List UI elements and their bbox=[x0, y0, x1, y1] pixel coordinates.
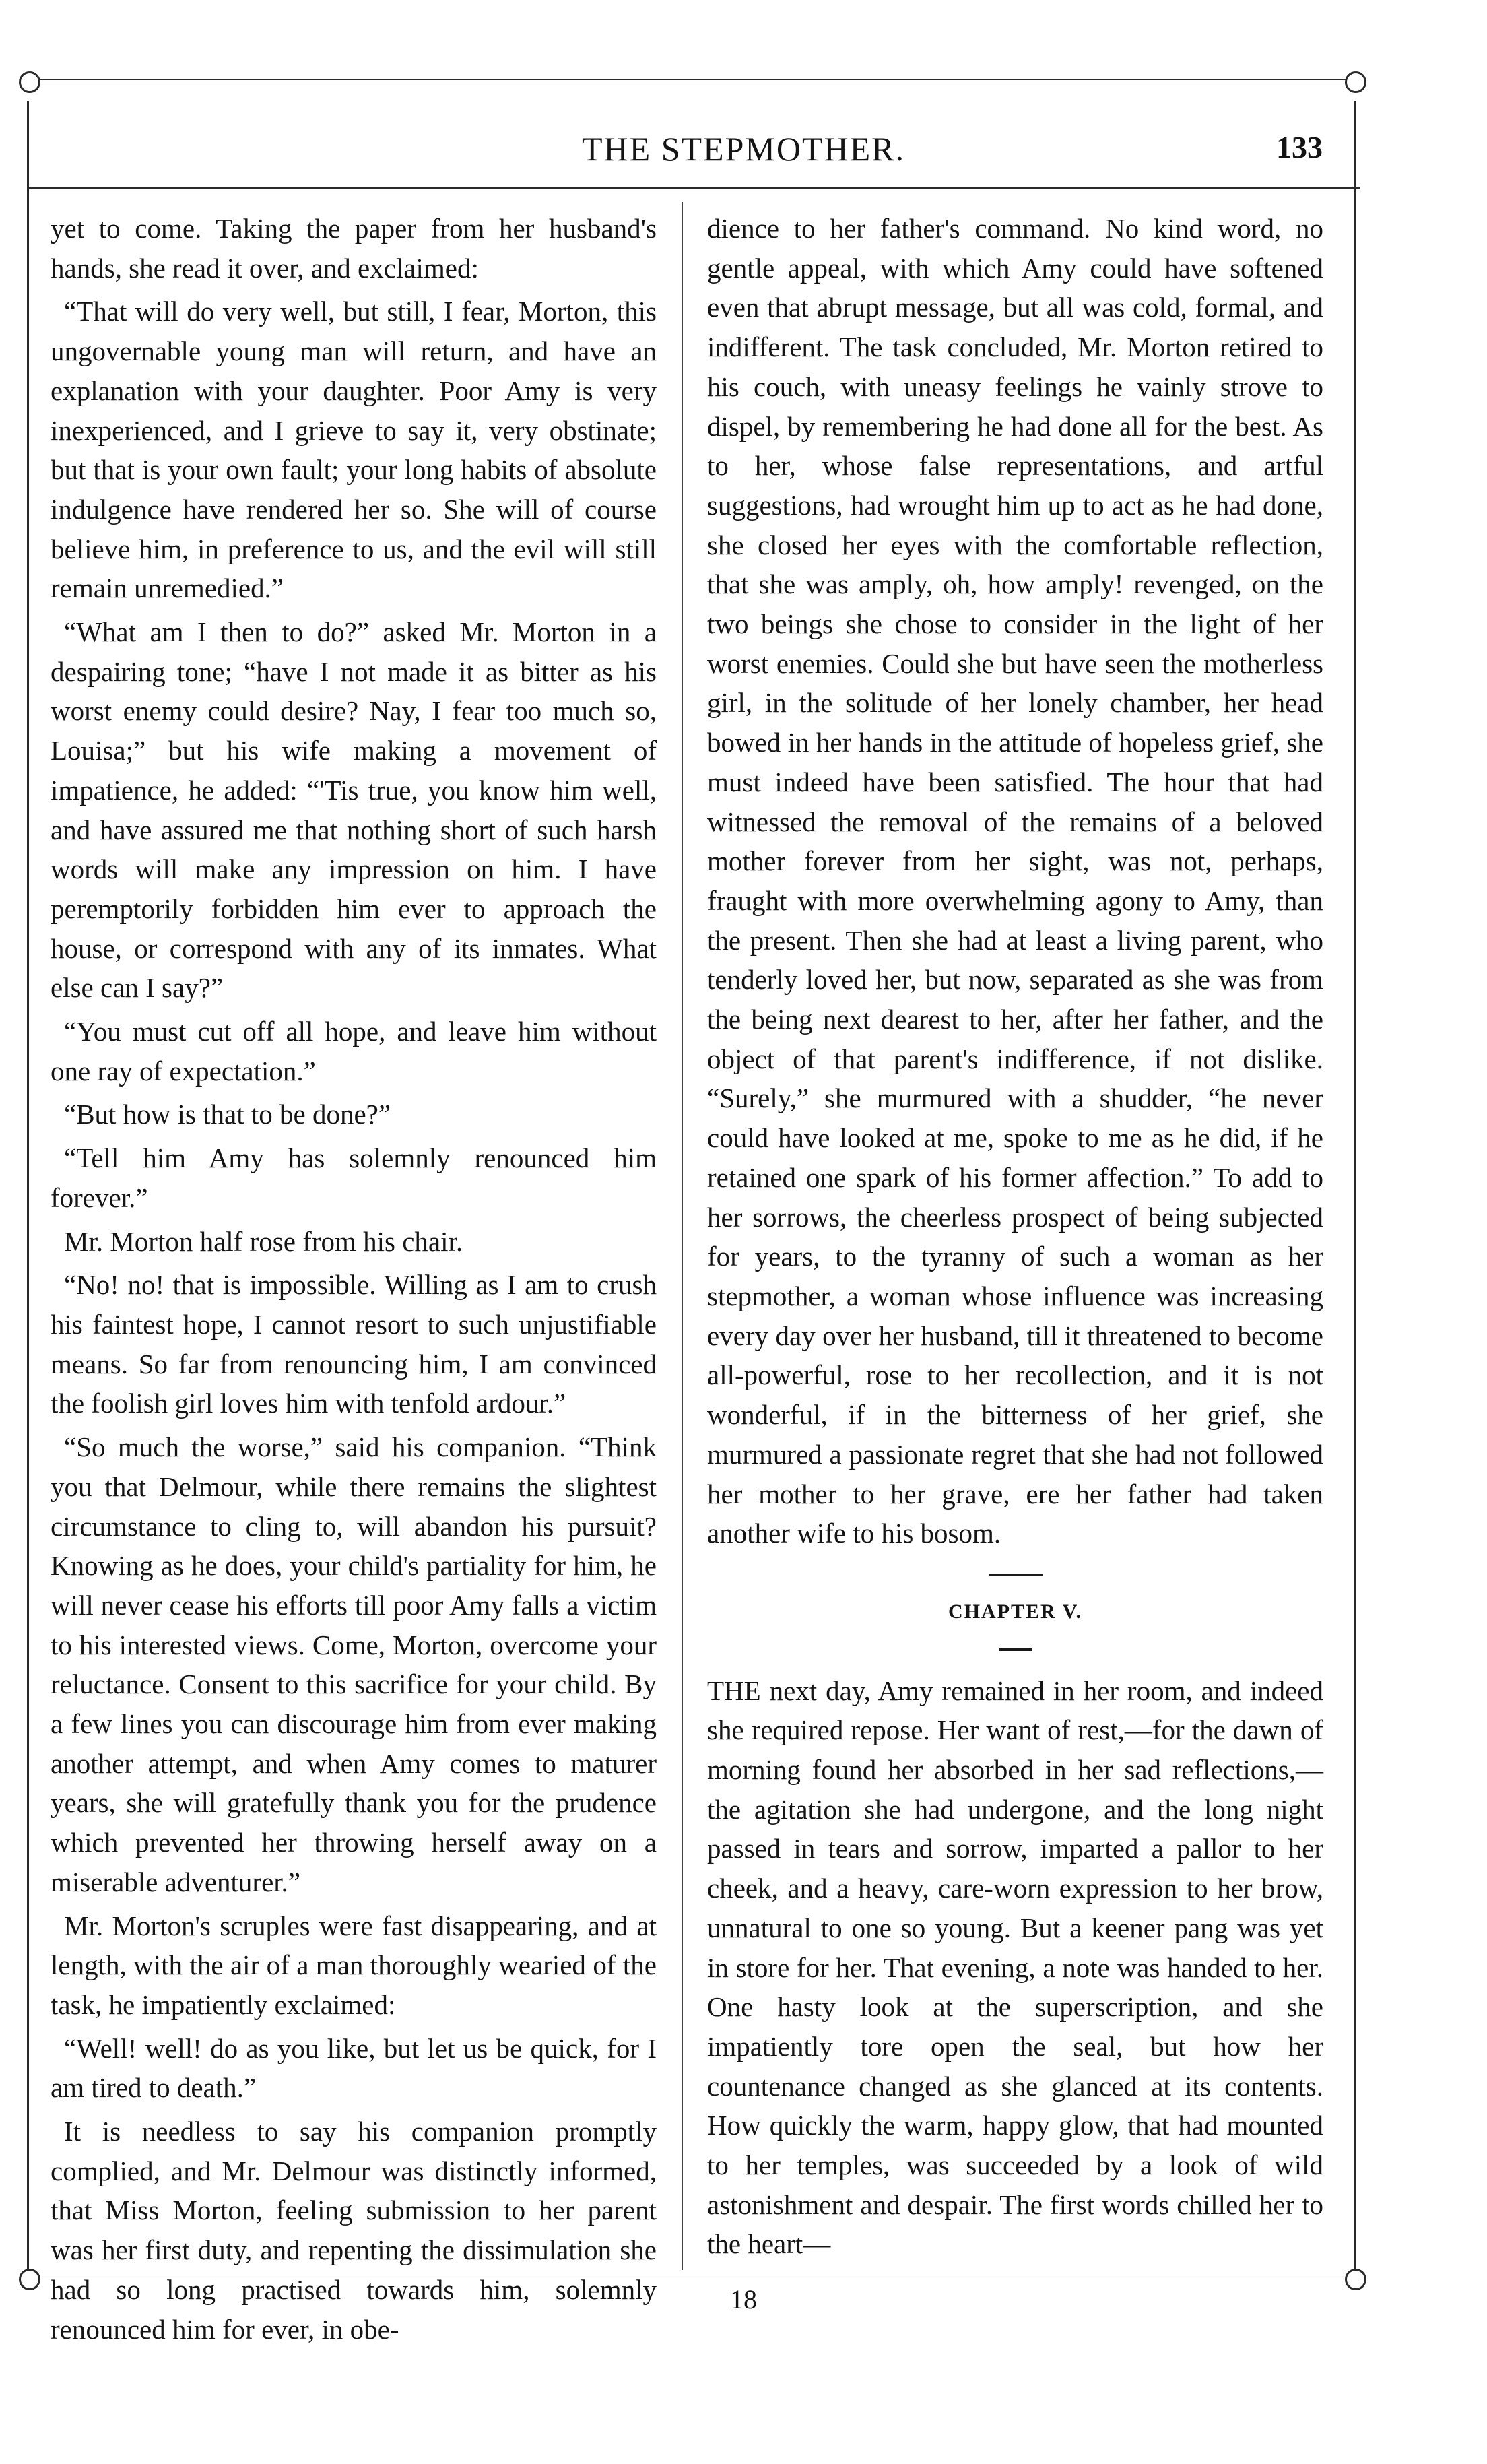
paragraph: It is needless to say his companion promptly complied, and Mr. Delmour was distinctly informed, that Miss Morton, feeling submission to her parent was her first duty, and repenting the dissimulation she had so long practised towards him, solemnly renounced him for ever, in obe- bbox=[51, 2116, 657, 2345]
paragraph: Mr. Morton half rose from his chair. bbox=[64, 1225, 463, 1257]
corner-ornament-top-left bbox=[19, 71, 40, 93]
paragraph: “What am I then to do?” asked Mr. Morton in a despairing tone; “have I not made it as bitter as his worst enemy could desire? Nay, I fear too much so, Louisa;” but his wife making a movement of impatience, he added: “'Tis true, you know him well, and have assured me that nothing short of such harsh words will make any impression on him. I have peremptorily forbidden him ever to approach the house, or correspond with any of its inmates. What else can I say?” bbox=[51, 616, 657, 1004]
paragraph: yet to come. Taking the paper from her husband's hands, she read it over, and exclaimed: bbox=[51, 213, 657, 284]
top-border bbox=[27, 79, 1360, 82]
paragraph: THE next day, Amy remained in her room, and indeed she required repose. Her want of rest,—for the dawn of morning found her absorbed in her sad reflections,—the agitation she had undergone, and the long night passed in tears and sorrow, imparted a pallor to her cheek, and a heavy, care-worn expression to her brow, unnatural to one so young. But a keener pang was yet in store for her. That evening, a note was handed to her. One hasty look at the superscription, and she impatiently tore open the seal, but how her countenance changed as she glanced at its contents. How quickly the warm, happy glow, that had mounted to her temples, was succeeded by a look of wild astonishment and despair. The first words chilled her to the heart— bbox=[707, 1675, 1323, 2260]
corner-ornament-top-right bbox=[1345, 71, 1366, 93]
paragraph: “So much the worse,” said his companion. “Think you that Delmour, while there remains the slightest circumstance to cling to, will abandon his pursuit? Knowing as he does, your child's partiality for him, he will never cease his efforts till poor Amy falls a victim to his interested views. Come, Morton, overcome your reluctance. Consent to this sacrifice for your child. By a few lines you can discourage him from ever making another attempt, and when Amy comes to maturer years, she will gratefully thank you for the prudence which prevented her throwing herself away on a miserable adventurer.” bbox=[51, 1431, 657, 1898]
left-column bbox=[51, 209, 657, 2353]
chapter-divider bbox=[999, 1648, 1032, 1651]
header-rule bbox=[27, 187, 1360, 189]
paragraph: “That will do very well, but still, I fear, Morton, this ungovernable young man will return, and have an explanation with your daughter. Poor Amy is very inexperienced, and I grieve to say it, very obstinate; but that is your own fault; your long habits of absolute indulgence have rendered her so. She will of course believe him, in preference to us, and the evil will still remain unremedied.” bbox=[51, 296, 657, 604]
signature-mark: 18 bbox=[730, 2284, 757, 2314]
right-column bbox=[707, 209, 1323, 2268]
chapter-divider bbox=[989, 1574, 1043, 1576]
paragraph: “No! no! that is impossible. Willing as I am to crush his faintest hope, I cannot resort to such unjustifiable means. So far from renouncing him, I am convinced the foolish girl loves him with tenfold ardour.” bbox=[51, 1269, 657, 1419]
paragraph: dience to her father's command. No kind word, no gentle appeal, with which Amy could have softened even that abrupt message, but all was cold, formal, and indifferent. The task concluded, Mr. Morton retired to his couch, with uneasy feelings he vainly strove to dispel, by remembering he had done all for the best. As to her, whose false representations, and artful suggestions, had wrought him up to act as he had done, she closed her eyes with the comfortable reflection, that she was amply, oh, how amply! revenged, on the two beings she chose to consider in the light of her worst enemies. Could she but have seen the motherless girl, in the solitude of her lonely chamber, her head bowed in her hands in the attitude of hopeless grief, she must indeed have been satisfied. The hour that had witnessed the removal of the remains of a beloved mother forever from her sight, was not, perhaps, fraught with more overwhelming agony to Amy, than the present. Then she had at least a living parent, who tenderly loved her, but now, separated as she was from the being next dearest to her, after her father, and the object of that parent's indifference, if not dislike. “Surely,” she murmured with a shudder, “he never could have looked at me, spoke to me as he did, if he retained one spark of his former affection.” To add to her sorrows, the cheerless prospect of being subjected for years, to the tyranny of such a woman as her stepmother, a woman whose influence was increasing every day over her husband, till it threatened to become all-powerful, rose to her recollection, and it is not wonderful, if in the bitterness of her grief, she murmured a passionate regret that she had not followed her mother to her grave, ere her father had taken another wife to his bosom. bbox=[707, 213, 1323, 1549]
paragraph: “Well! well! do as you like, but let us be quick, for I am tired to death.” bbox=[51, 2032, 657, 2104]
paragraph: “You must cut off all hope, and leave him without one ray of expectation.” bbox=[51, 1016, 657, 1087]
running-head-title: THE STEPMOTHER. bbox=[582, 130, 905, 168]
left-border bbox=[27, 101, 29, 2277]
column-divider bbox=[682, 202, 683, 2270]
paragraph: “But how is that to be done?” bbox=[64, 1099, 391, 1130]
paragraph: “Tell him Amy has solemnly renounced him forever.” bbox=[51, 1142, 657, 1213]
right-border bbox=[1354, 101, 1356, 2277]
page-number: 133 bbox=[1276, 130, 1323, 164]
chapter-heading: CHAPTER V. bbox=[948, 1600, 1082, 1623]
paragraph: Mr. Morton's scruples were fast disappearing, and at length, with the air of a man thoroughly wearied of the task, he impatiently exclaimed: bbox=[51, 1910, 657, 2020]
